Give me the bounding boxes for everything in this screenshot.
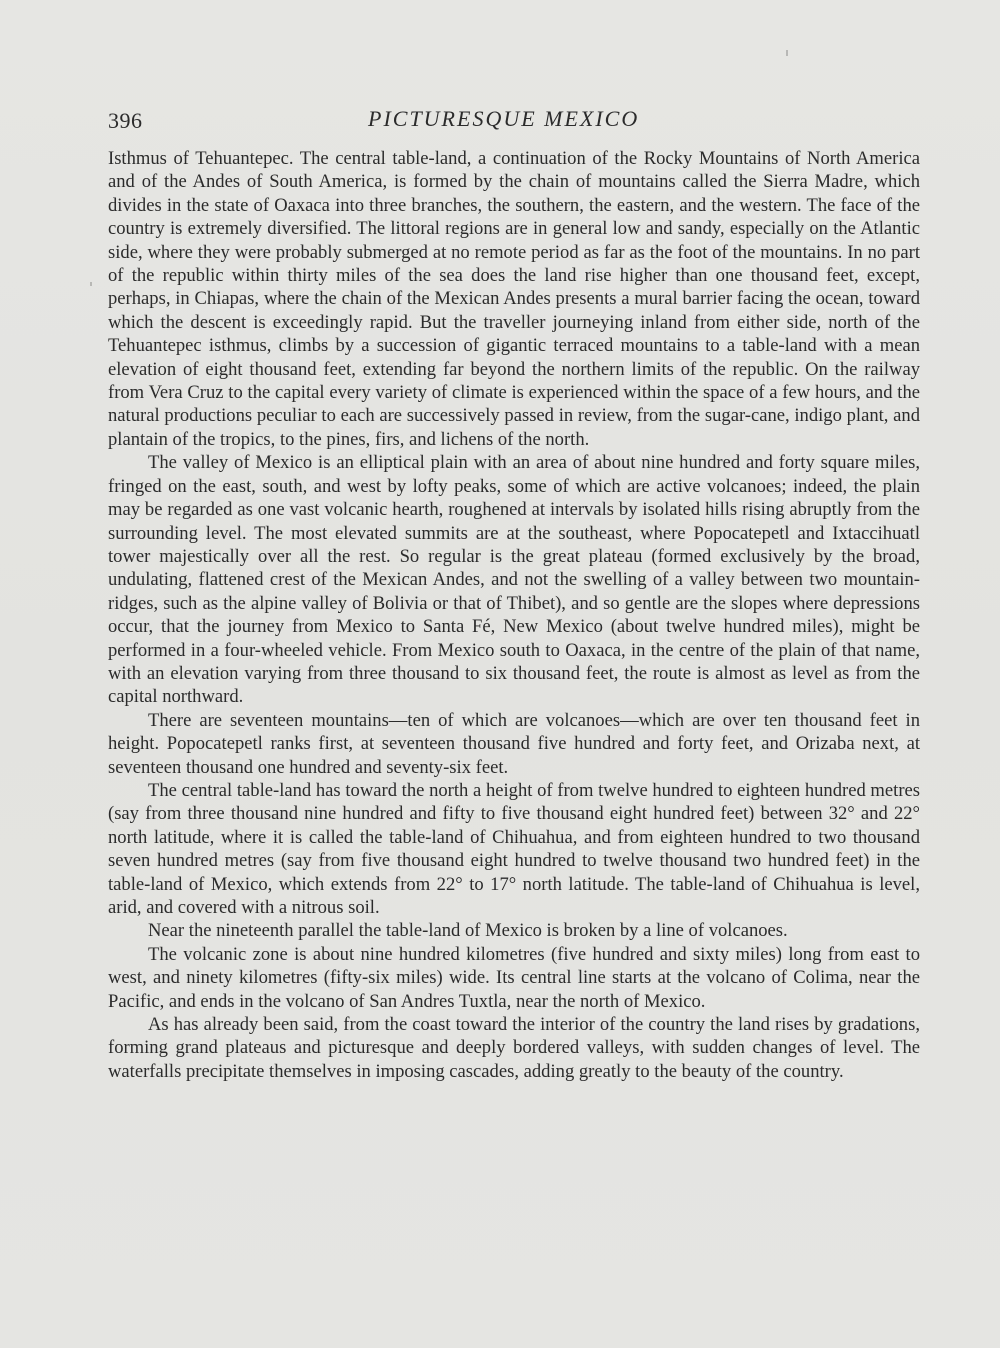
- running-head: [108, 104, 920, 140]
- paragraph: There are seventeen mountains—ten of which are volcanoes—which are over ten thousand feet in height. Popocatepetl ranks first, at seventeen thousand five hundred and forty feet, and Orizaba next, at seventeen thousand one hundred and seventy-six feet.: [108, 709, 920, 778]
- paragraph: Isthmus of Tehuantepec. The central table-land, a continuation of the Rocky Mountains of North America and of the Andes of South America, is formed by the chain of mountains called the Sierra Madre, which divides in the state of Oaxaca into three branches, the southern, the eastern, and the western. The face of the country is extremely diversified. The littoral regions are in general low and sandy, especially on the Atlantic side, where they were probably submerged at no remote period as far as the foot of the mountains. In no part of the republic within thirty miles of the sea does the land rise higher than one thousand feet, except, perhaps, in Chiapas, where the chain of the Mexican Andes presents a mural barrier facing the ocean, toward which the descent is exceedingly rapid. But the traveller journeying inland from either side, north of the Tehuantepec isthmus, climbs by a succession of gigantic terraced mountains to a table-land with a mean elevation of eight thousand feet, extending far beyond the northern limits of the republic. On the railway from Vera Cruz to the capital every variety of climate is experienced within the space of a few hours, and the natural productions peculiar to each are successively passed in review, from the sugar-cane, indigo plant, and plantain of the tropics, to the pines, firs, and lichens of the north.: [108, 148, 920, 450]
- paper-speck: [786, 50, 788, 56]
- paragraph: As has already been said, from the coast toward the interior of the country the land rises by gradations, forming grand plateaus and picturesque and deeply bordered valleys, with sudden changes of level. The waterfalls precipitate themselves in imposing cascades, adding greatly to the beauty of the country.: [108, 1014, 920, 1082]
- paragraph: The valley of Mexico is an elliptical plain with an area of about nine hundred and forty square miles, fringed on the east, south, and west by lofty peaks, some of which are active volcanoes; indeed, the plain may be regarded as one vast volcanic hearth, roughened at intervals by isolated hills rising abruptly from the surrounding level. The most elevated summits are at the southeast, where Popocatepetl and Ixtaccihuatl tower majestically over all the rest. So regular is the great plateau (formed exclusively by the broad, undulating, flattened crest of the Mexican Andes, and not the swelling of a valley between two mountain-ridges, such as the alpine valley of Bolivia or that of Thibet), and so gentle are the slopes where depressions occur, that the journey from Mexico to Santa Fé, New Mexico (about twelve hundred miles), might be performed in a four-wheeled vehicle. From Mexico south to Oaxaca, in the centre of the plain of that name, with an elevation varying from three thousand to six thousand feet, the route is almost as level as from the capital northward.: [108, 452, 920, 708]
- page-number: 396: [108, 108, 143, 133]
- body-text: [108, 147, 920, 1083]
- running-title: PICTURESQUE MEXICO: [368, 106, 640, 131]
- paper-speck: [90, 282, 92, 286]
- paragraph: The central table-land has toward the north a height of from twelve hundred to eighteen hundred metres (say from three thousand nine hundred and fifty to five thousand eight hundred feet) between 32° and 22° north latitude, where it is called the table-land of Chihuahua, and from eighteen hundred to two thousand seven hundred metres (say from five thousand eight hundred to twelve thousand two hundred feet) in the table-land of Mexico, which extends from 22° to 17° north latitude. The table-land of Chihuahua is level, arid, and covered with a nitrous soil.: [108, 779, 920, 918]
- paragraph: The volcanic zone is about nine hundred kilometres (five hundred and sixty miles) long from east to west, and ninety kilometres (fifty-six miles) wide. Its central line starts at the volcano of Colima, near the Pacific, and ends in the volcano of San Andres Tuxtla, near the north of Mexico.: [108, 943, 920, 1012]
- paragraph: Near the nineteenth parallel the table-land of Mexico is broken by a line of volcanoes.: [148, 920, 788, 942]
